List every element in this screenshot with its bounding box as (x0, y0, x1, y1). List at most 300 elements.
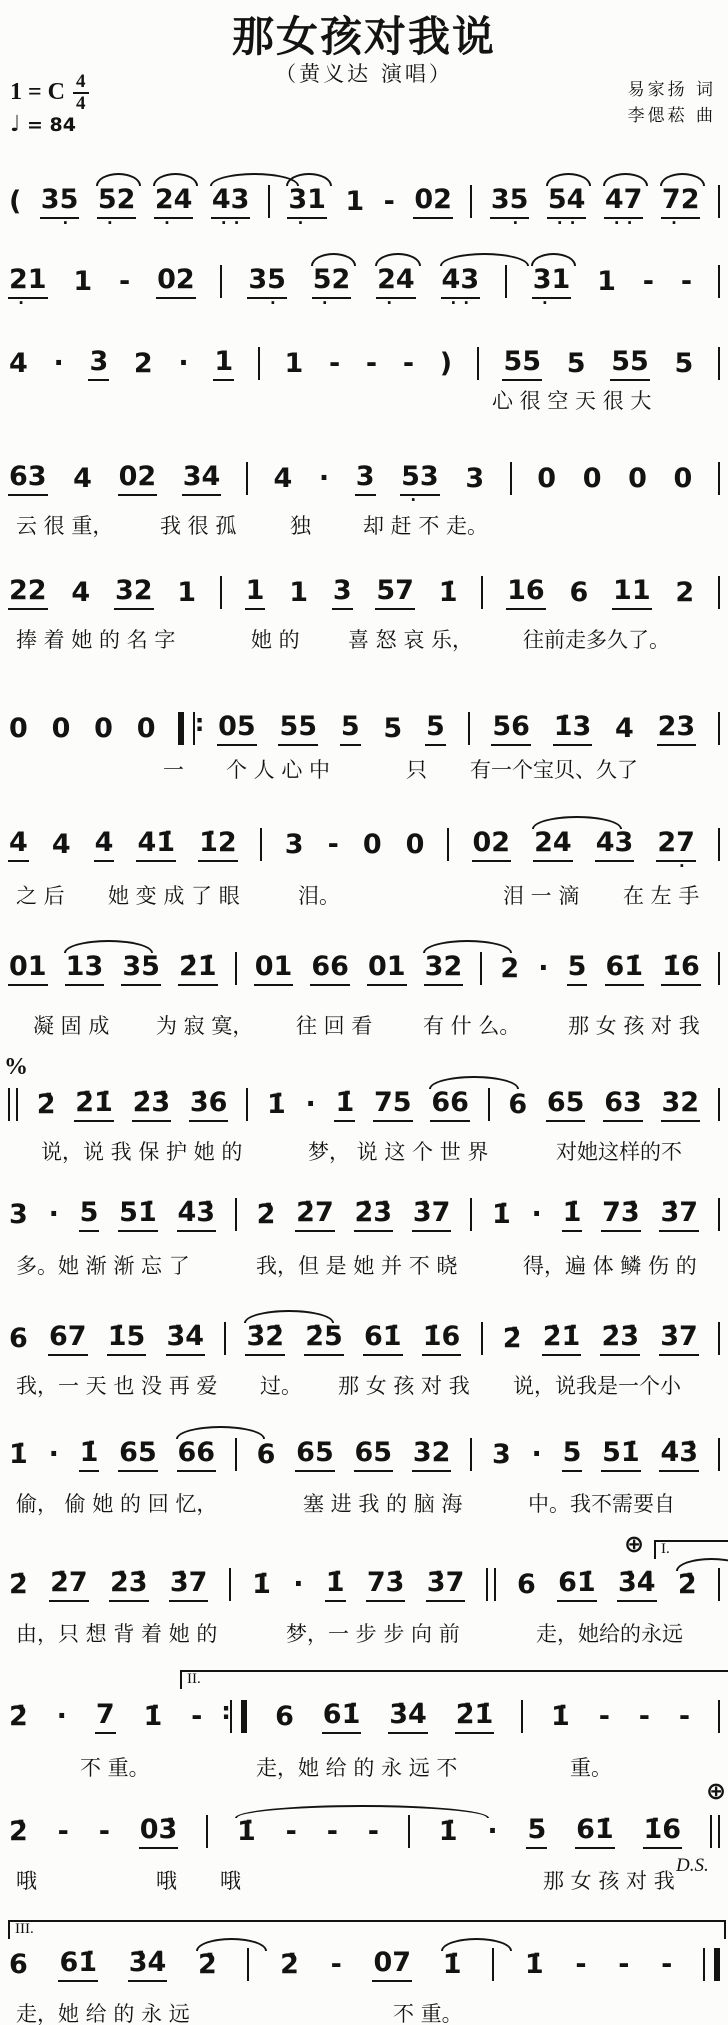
note-token: · (487, 1815, 498, 1847)
note-token: 65 (295, 1439, 335, 1472)
barline-bar (521, 1700, 523, 1733)
lyrics-segment: 她 变 成 了 眼 (108, 884, 240, 908)
note-token: 2̇ (197, 1951, 218, 1982)
note-token: 3̇7 (412, 1199, 452, 1232)
note-token: 1 (345, 185, 365, 217)
note-token: 02 (413, 186, 453, 219)
note-token: 1̇ (438, 1815, 458, 1847)
composer-credit: 李偲菘 曲 (627, 105, 716, 126)
octave-dot-below: · (500, 214, 520, 233)
note-token: 3̇6 (189, 1089, 229, 1122)
note-token: 66 (430, 1089, 470, 1122)
note-token: 63 (603, 1089, 643, 1122)
slur-arc (441, 1938, 512, 1951)
note-token: 1̇ (438, 576, 458, 608)
lyrics-segment: 得，遍 体 鳞 伤 的 (523, 1254, 697, 1278)
music-line-12 (8, 1438, 720, 1524)
note-token: 1̇6 (422, 1323, 462, 1356)
music-line-7 (8, 828, 720, 914)
note-token: 1̇ (79, 1439, 100, 1472)
note-token: 1 (213, 348, 234, 381)
barline-bar (220, 576, 222, 609)
coda-icon: ⊕ (624, 1530, 645, 1558)
note-token: 54 · · (547, 186, 587, 219)
music-line-14 (8, 1671, 720, 1786)
barline-bar (718, 952, 720, 985)
slur-arc (546, 173, 592, 186)
note-token: 3 (355, 463, 376, 496)
note-token: 5 (562, 1439, 583, 1472)
note-token: 3̇4̇ (617, 1569, 657, 1602)
note-token: 1̇ (491, 1198, 511, 1230)
barline-bar (258, 347, 260, 380)
note-token: 2̇1̇ (178, 953, 218, 986)
note-token: 2̇ (36, 1088, 56, 1120)
note-token: 3̇7 (169, 1569, 209, 1602)
note-token: 5 (425, 713, 446, 746)
note-token: 65 (546, 1089, 586, 1122)
lyrics-segment: 不 重。 (80, 1756, 150, 1780)
music-line-9 (4, 1054, 720, 1174)
barline-bar (229, 1568, 231, 1601)
notation-row (8, 952, 720, 986)
note-token: 2̇ (280, 1948, 299, 1980)
music-line-16 (8, 1921, 720, 2025)
note-token: - (57, 1815, 69, 1847)
note-token: 53 · (401, 460, 439, 510)
note-token: 02 (156, 266, 196, 299)
lyrics-segment: 有 什 么。 (423, 1014, 521, 1038)
note-token: 67 (48, 1323, 88, 1356)
note-token: ( (9, 185, 22, 217)
lyrics-segment: 由，只 想 背 着 她 的 (16, 1622, 218, 1646)
note-token: 35 (121, 953, 161, 986)
barline-bar (468, 712, 470, 745)
barline-bar (718, 1700, 720, 1733)
note-token: 31 · (287, 186, 327, 219)
music-line-13 (8, 1530, 720, 1654)
ds-label: D.S. (676, 1855, 709, 1876)
note-token: 55 (502, 348, 542, 381)
note-token: - (367, 1815, 380, 1847)
note-token: 2̇5 (304, 1323, 344, 1356)
notation-row (8, 347, 720, 381)
music-line-3 (8, 347, 720, 433)
note-token: - (119, 265, 131, 297)
music-line-2 (8, 265, 720, 351)
barline-bar (247, 1948, 249, 1981)
lyrics-segment: 她 的 (251, 628, 300, 652)
segno-icon: % (4, 1054, 28, 1080)
note-token: 16 (506, 577, 546, 610)
notation-row (8, 1438, 720, 1472)
note-token: 2̇3̇ (354, 1199, 394, 1232)
note-token: 6 (569, 576, 589, 608)
note-token: 6 (508, 1088, 528, 1120)
note-token: 2̇1̇ (74, 1089, 114, 1122)
note-token: 0 (51, 712, 71, 744)
barline-bar (480, 952, 482, 985)
note-token: - (618, 1948, 630, 1980)
note-token: 31 · (532, 266, 572, 299)
note-token: 2̇3̇ (132, 1089, 172, 1122)
note-token: 1̇ (266, 1088, 286, 1120)
note-token: - (678, 1700, 691, 1732)
note-token: 0 (136, 712, 156, 744)
note-token: 6 (516, 1568, 536, 1600)
note-token: 4 (94, 829, 115, 862)
lyrics-segment: 云 很 重， (16, 514, 114, 538)
slur-arc (176, 1426, 266, 1439)
note-token: 5 (79, 1199, 100, 1232)
credits-block (628, 78, 716, 129)
barline-bar (220, 265, 222, 298)
slur-arc (96, 173, 142, 186)
lyrics-segment: 却 赶 不 走。 (363, 514, 489, 538)
barline-bar (447, 828, 449, 861)
lyrics-segment: 那 女 孩 对 我 (568, 1014, 700, 1038)
octave-dot-below: · · (450, 294, 471, 313)
note-token: · (531, 1438, 542, 1470)
barline-bar (470, 185, 472, 218)
note-token: 43 · · (441, 266, 481, 299)
note-token: 73̇ (366, 1569, 406, 1602)
time-numerator: 4 (73, 72, 89, 94)
note-token: 2 (133, 347, 153, 379)
note-token: 22 (8, 577, 48, 610)
note-token: 1̇5 (107, 1323, 147, 1356)
note-token: - (680, 265, 693, 297)
lyrics-segment: 泪。 (298, 884, 340, 908)
note-token: 6 (9, 1322, 28, 1354)
lyrics-segment: 往 回 看 (296, 1014, 373, 1038)
note-token: 7 (95, 1701, 116, 1734)
octave-dot-below: · (386, 294, 406, 313)
note-token: · (293, 1568, 304, 1600)
lyrics-segment: 偷， 偷 她 的 回 忆， (16, 1492, 218, 1516)
octave-dot-below: · (666, 857, 686, 876)
note-token: 3̇7 (659, 1323, 699, 1356)
note-token: 35 · (248, 263, 286, 313)
note-token: 75 (373, 1089, 413, 1122)
note-token: 1̇ (442, 1951, 463, 1982)
note-token: - (98, 1815, 110, 1847)
barline-bar (260, 828, 262, 861)
octave-dot-below: · (50, 214, 70, 233)
note-token: 4 (9, 347, 28, 379)
note-token: 43 (595, 829, 635, 862)
lyrics-segment: 我，一 天 也 没 再 爱 (16, 1374, 218, 1398)
barline-bar (718, 1568, 720, 1601)
lyrics-segment: 往前走多久了。 (523, 628, 670, 652)
volta-label: II. (187, 1671, 201, 1687)
music-line-11 (8, 1322, 720, 1408)
note-token: 6 (275, 1700, 294, 1732)
barline-dbl (486, 1568, 496, 1601)
barline-bar (246, 1088, 248, 1121)
note-token: 2̇ (9, 1815, 28, 1847)
lyrics-segment: 心 很 空 天 很 大 (492, 389, 652, 413)
lyrics-segment: 塞 进 我 的 脑 海 (303, 1492, 463, 1516)
lyrics-segment: 重。 (570, 1756, 612, 1780)
note-token: ) (439, 347, 453, 379)
note-token: 2̇ (677, 1571, 698, 1602)
note-token: 02 (472, 829, 512, 862)
note-token: · (318, 462, 330, 494)
note-token: - (642, 265, 655, 297)
note-token: 32 (661, 1089, 701, 1122)
lyrics-segment: 喜 怒 哀 乐， (348, 628, 474, 652)
note-token: - (285, 1815, 297, 1847)
note-token: 4 (273, 462, 293, 494)
note-token: 6 (9, 1948, 28, 1980)
octave-dot-below: · (257, 294, 277, 313)
slur-arc (286, 173, 332, 186)
lyrics-segment: 一 (163, 758, 184, 782)
note-token: 0 (9, 712, 28, 744)
note-token: 3 (465, 462, 485, 494)
slur-arc (676, 1558, 728, 1571)
lyrics-segment: 说，说 我 保 护 她 的 (41, 1140, 243, 1164)
barline-rep-start (178, 712, 195, 745)
note-token: 01 (254, 953, 294, 986)
note-token: 24 · (376, 266, 416, 299)
note-token: 02 (118, 463, 158, 496)
barline-bar (718, 712, 720, 745)
note-token: 5 (526, 1816, 547, 1849)
note-token: 21 · (9, 263, 47, 313)
note-token: 1 (73, 265, 93, 297)
note-token: 32 (424, 953, 464, 986)
barline-bar (206, 1815, 208, 1848)
lyrics-segment: 对她这样的不 (556, 1140, 682, 1164)
note-token: 5 (674, 347, 694, 379)
note-token: 5 (566, 347, 586, 379)
notation-row (8, 1198, 720, 1232)
note-token: · (178, 347, 189, 379)
note-token: 1̇ (9, 1438, 28, 1470)
octave-dot-below: · · (556, 214, 577, 233)
volta-bracket (654, 1540, 728, 1559)
note-token: - (638, 1700, 651, 1732)
note-token: 2̇7 (295, 1199, 335, 1232)
barline-bar (481, 576, 483, 609)
lyrics-segment: 走，她 给 的 永 远 不 (256, 1756, 458, 1780)
note-token: 66 (310, 953, 350, 986)
music-line-4 (8, 462, 720, 548)
note-token: · (56, 1700, 67, 1732)
note-token: 1̇ (143, 1700, 163, 1732)
note-token: 1 (177, 576, 197, 608)
note-token: 3̇2̇ (245, 1323, 285, 1356)
note-token: 61̇ (363, 1323, 403, 1356)
note-token: 3̇7 (426, 1569, 466, 1602)
lyrics-segment: 多。她 渐 渐 忘 了 (16, 1254, 190, 1278)
lyrics-segment: 过。 (260, 1374, 302, 1398)
music-line-10 (8, 1198, 720, 1284)
notation-row (8, 1815, 720, 1849)
note-token: - (598, 1700, 610, 1732)
note-token: 5 (340, 713, 361, 746)
lyrics-segment: 泪 一 滴 (503, 884, 580, 908)
note-token: 61̇ (575, 1816, 615, 1849)
note-token: - (402, 347, 415, 379)
note-token: 55 (610, 348, 650, 381)
note-token: 1̇ (236, 1818, 257, 1849)
lyrics-segment: 那 女 孩 对 我 (543, 1869, 675, 1893)
notation-row (8, 576, 720, 610)
note-token: 1 (597, 265, 616, 297)
barline-bar (246, 462, 248, 495)
note-token: - (327, 828, 339, 860)
note-token: 01 (367, 953, 407, 986)
note-token: 1̇ (524, 1948, 544, 1980)
barline-bar (268, 185, 270, 218)
lyrics-segment: 不 重。 (393, 2002, 463, 2025)
note-token: 51̇ (601, 1439, 641, 1472)
volta-bracket (180, 1670, 728, 1689)
lyrics-segment: 我 很 孤 (160, 514, 237, 538)
note-token: 23 (657, 713, 697, 746)
note-token: 0 (94, 712, 113, 744)
note-token: 27 · (657, 826, 695, 876)
barline-final (703, 1948, 720, 1981)
note-token: 4 (51, 828, 71, 860)
lyrics-segment: 哦 (156, 1869, 177, 1893)
lyrics-segment: 梦，一 步 步 向 前 (286, 1622, 460, 1646)
slur-arc (660, 173, 706, 186)
note-token: 03̇ (139, 1816, 179, 1849)
barline-bar (718, 265, 720, 298)
barline-rep-end (230, 1700, 247, 1733)
note-token: 07 (372, 1949, 412, 1982)
barline-bar (408, 1815, 410, 1848)
note-token: 0 (582, 462, 602, 494)
octave-dot-below: · (164, 214, 184, 233)
note-token: · (48, 1198, 59, 1230)
note-token: - (365, 347, 378, 379)
note-token: 1̇6 (661, 953, 701, 986)
slur-arc (423, 940, 513, 953)
note-token: 5 (567, 953, 588, 986)
octave-dot-below: · · (220, 214, 241, 233)
note-token: · (531, 1198, 542, 1230)
note-token: 2̇ (256, 1198, 276, 1230)
lyrics-segment: 走，她给的永远 (536, 1622, 683, 1646)
note-token: 3 (332, 577, 353, 610)
lyrics-segment: 中。我不需要自 (528, 1492, 675, 1516)
quarter-note-icon: ♩ (10, 112, 21, 137)
note-token: 0 (405, 828, 425, 860)
barline-bar (505, 265, 507, 298)
note-token: 73̇ (601, 1199, 641, 1232)
lyrics-segment: 那 女 孩 对 我 (338, 1374, 470, 1398)
note-token: 24 (533, 829, 573, 862)
lyrics-segment: 走，她 给 的 永 远 (16, 2002, 190, 2025)
note-token: 1 (245, 577, 266, 610)
note-token: - (661, 1948, 673, 1980)
lyrics-segment: 说，说我是一个小 (513, 1374, 681, 1398)
music-line-15 (8, 1777, 727, 1901)
note-token: - (330, 1948, 342, 1980)
note-token: 55 (278, 713, 318, 746)
barline-bar (718, 1088, 720, 1121)
note-token: 1̇2 (198, 829, 238, 862)
lyricist-credit: 易家扬 词 (627, 80, 716, 100)
note-token: 61̇ (605, 953, 645, 986)
lyrics-segment: 在 左 手 (623, 884, 700, 908)
note-token: 1̇ (334, 1089, 355, 1122)
time-signature (73, 72, 89, 114)
notation-row (8, 1088, 720, 1122)
barline-dbl (8, 1088, 18, 1121)
note-token: 56 (491, 713, 531, 746)
volta-label: III. (15, 1921, 34, 1937)
note-token: 4 (73, 462, 92, 494)
note-token: 32 (114, 577, 154, 610)
note-token: 57 (375, 577, 415, 610)
note-token: 1̇ (325, 1569, 346, 1602)
note-token: 52 · (312, 266, 352, 299)
barline-bar (510, 462, 512, 495)
note-token: - (329, 347, 341, 379)
barline-bar (235, 952, 237, 985)
note-token: 66 (177, 1439, 217, 1472)
note-token: 34 (182, 463, 222, 496)
note-token: 1 (284, 347, 304, 379)
barline-bar (470, 1438, 472, 1471)
barline-dbl (710, 1815, 720, 1848)
note-token: - (575, 1948, 587, 1980)
barline-bar (492, 1948, 494, 1981)
octave-dot-below: · (671, 214, 691, 233)
note-token: 2̇ (9, 1568, 28, 1600)
note-token: 1̇3 (553, 713, 593, 746)
octave-dot-below: · · (613, 214, 634, 233)
note-token: 4̇3̇ (659, 1439, 699, 1472)
note-token: · (53, 347, 64, 379)
note-token: 47 · · (604, 186, 644, 219)
note-token: 2̇7 (49, 1569, 89, 1602)
note-token: 5 (383, 712, 403, 744)
notation-row (8, 183, 720, 233)
note-token: - (326, 1815, 338, 1847)
barline-bar (481, 1322, 483, 1355)
note-token: 3̇4̇ (128, 1949, 168, 1982)
slur-arc (603, 173, 649, 186)
lyrics-segment: 梦， 说 这 个 世 界 (308, 1140, 489, 1164)
note-token: 1̇ (551, 1700, 570, 1732)
note-token: 3 (284, 828, 304, 860)
note-token: 4 (8, 829, 29, 862)
music-line-1 (8, 185, 720, 271)
note-token: 13 (65, 953, 105, 986)
coda-icon: ⊕ (706, 1777, 727, 1805)
music-line-5 (8, 576, 720, 662)
note-token: - (191, 1700, 203, 1732)
tempo-value: = 84 (27, 114, 76, 136)
lyrics-segment: 我，但 是 她 并 不 晓 (256, 1254, 458, 1278)
barline-bar (718, 347, 720, 380)
note-token: 05 (217, 713, 257, 746)
barline-bar (718, 1438, 720, 1471)
slur-arc (429, 1076, 519, 1089)
note-token: 0 (537, 462, 557, 494)
note-token: 1̇ (252, 1568, 271, 1600)
lyrics-segment: 为 寂 寞， (156, 1014, 254, 1038)
note-token: · (305, 1088, 316, 1120)
octave-dot-below: · (297, 214, 317, 233)
